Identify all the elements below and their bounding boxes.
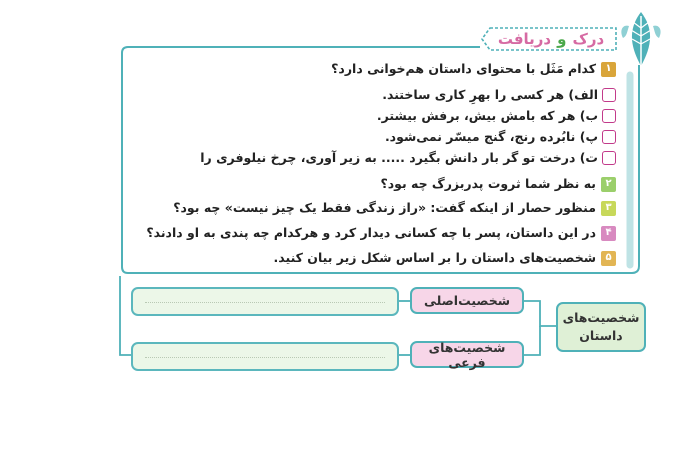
dotted-line	[145, 302, 385, 303]
option-text: پ) نابُرده رنج، گنج میسّر نمی‌شود.	[384, 129, 598, 144]
option-text: ب) هر که بامش بیش، برفش بیشتر.	[376, 108, 598, 123]
question-text: منظور حصار از اینکه گفت: «راز زندگی فقط یک چیز نیست» چه بود؟	[173, 200, 596, 215]
dotted-line	[145, 357, 385, 358]
option-text: الف) هر کسی را بهرِ کاری ساختند.	[382, 87, 598, 102]
main-character-node: شخصیت‌اصلی	[410, 287, 524, 314]
question-text: کدام مَثَل با محتوای داستان هم‌خوانی دارد؟	[331, 61, 596, 76]
question-number-badge: ۱	[601, 62, 616, 77]
section-title-part3: دریافت	[497, 30, 552, 48]
question-number-badge: ۵	[601, 251, 616, 266]
root-line-1: شخصیت‌های	[562, 310, 640, 325]
root-line-2: داستان	[579, 328, 623, 343]
main-character-answer-field[interactable]	[131, 287, 399, 316]
question-number-badge: ۲	[601, 177, 616, 192]
question-text: به نظر شما ثروت پدربزرگ چه بود؟	[380, 176, 596, 191]
secondary-character-answer-field[interactable]	[131, 342, 399, 371]
diagram-root-node	[556, 302, 646, 352]
option-text: ت) درخت تو گر بار دانش بگیرد ..... به زیر آوری، چرخ نیلوفری را	[200, 150, 598, 165]
section-title-part1: درک	[572, 30, 605, 48]
question-text: در این داستان، پسر با چه کسانی دیدار کرد و هرکدام چه پندی به او دادند؟	[146, 225, 596, 240]
secondary-character-node: شخصیت‌های فرعی	[410, 341, 524, 368]
section-title-part2: و	[557, 30, 567, 48]
question-number-badge: ۳	[601, 201, 616, 216]
question-text: شخصیت‌های داستان را بر اساس شکل زیر بیان کنید.	[273, 250, 596, 265]
question-number-badge: ۴	[601, 226, 616, 241]
